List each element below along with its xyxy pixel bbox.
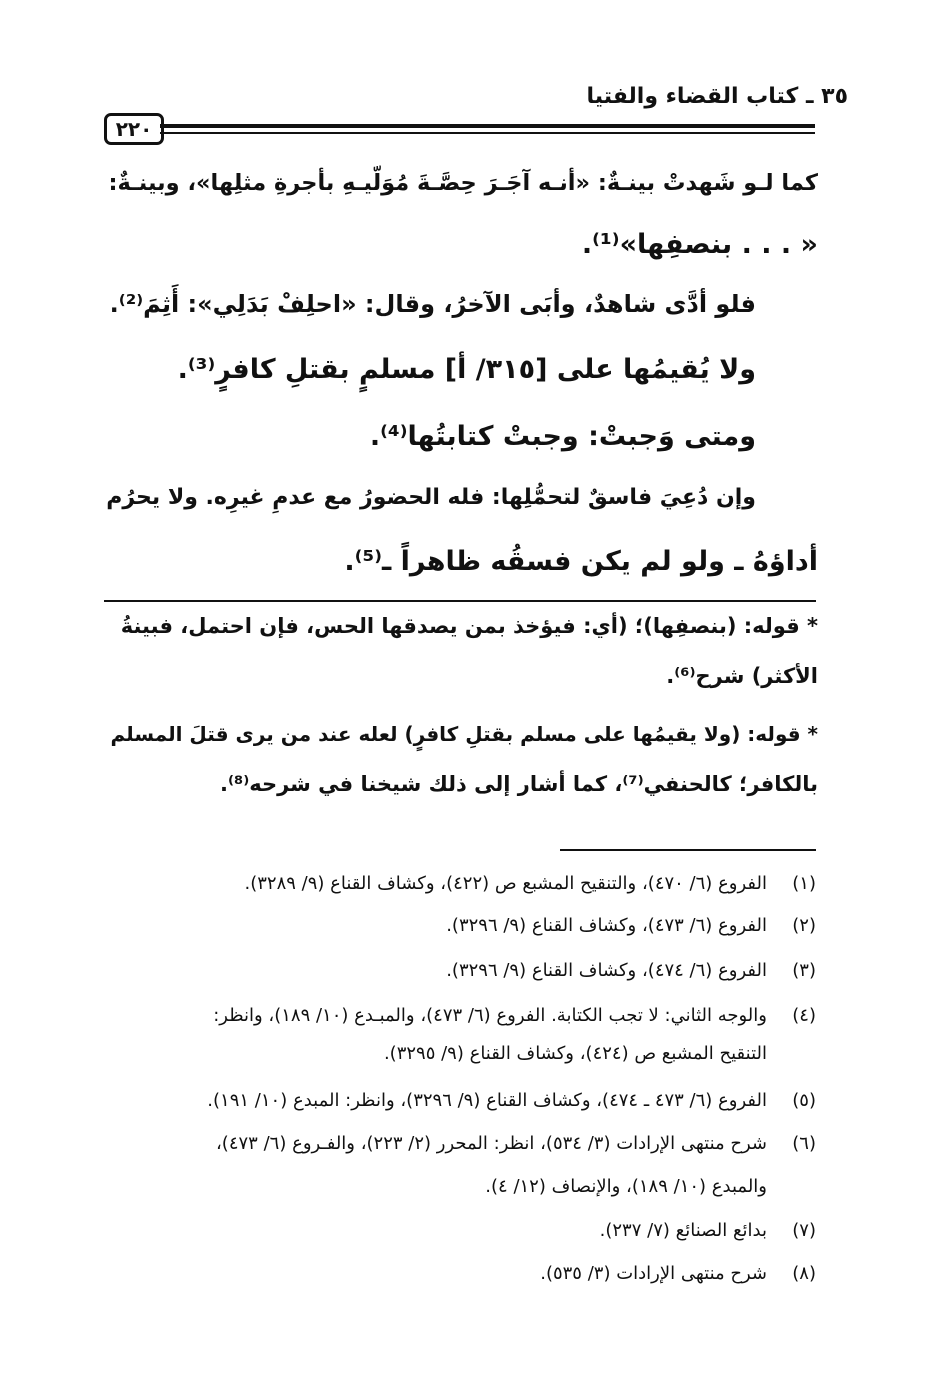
main-text-line: أداؤهُ ـ ولو لم يكن فسقُه ظاهراً ـ⁽⁵⁾. xyxy=(344,546,818,577)
footnote-number: (٧) xyxy=(792,1220,816,1241)
footnote-text: الفروع (٦/ ٤٧٣ ـ ٤٧٤)، وكشاف القناع (٩/ ٣٢٩٦)، وانظر: المبدع (١٠/ ١٩١). xyxy=(207,1090,767,1111)
footnote-text: الفروع (٦/ ٤٧٤)، وكشاف القناع (٩/ ٣٢٩٦). xyxy=(446,960,767,981)
footnote-number: (٣) xyxy=(792,960,816,981)
footnote-text: شرح منتهى الإرادات (٣/ ٥٣٤)، انظر: المحرر (٢/ ٢٢٣)، والفـروع (٦/ ٤٧٣)، xyxy=(216,1133,767,1154)
main-text-line: ولا يُقيمُها على [٣١٥/ أ] مسلمٍ بقتلِ كافرٍ⁽³⁾. xyxy=(177,354,756,385)
main-text-line: « . . . بنصفِها»⁽¹⁾. xyxy=(581,229,818,260)
footnote-number: (١) xyxy=(792,873,816,894)
main-text-line: وإن دُعِيَ فاسقٌ لتحمُّلِها: فله الحضورُ مع عدمِ غيرِه. ولا يحرُم xyxy=(106,485,756,510)
commentary-line: بالكافر؛ كالحنفي⁽⁷⁾، كما أشار إلى ذلك شيخنا في شرحه⁽⁸⁾. xyxy=(219,772,818,796)
header-rule-thick xyxy=(160,124,815,128)
footnote-text: والوجه الثاني: لا تجب الكتابة. الفروع (٦/ ٤٧٣)، والمبـدع (١٠/ ١٨٩)، وانظر: xyxy=(213,1005,767,1026)
footnote-text: الفروع (٦/ ٤٧٠)، والتنقيح المشبع ص (٤٢٢)، وكشاف القناع (٩/ ٣٢٨٩). xyxy=(244,873,767,894)
commentary-line: * قوله: (ولا يقيمُها على مسلم بقتلِ كافرٍ) لعله عند من يرى قتلَ المسلم xyxy=(110,722,818,746)
main-text-line: ومتى وَجبتْ: وجبتْ كتابتُها⁽⁴⁾. xyxy=(369,421,756,452)
main-text-line: فلو أدَّى شاهدٌ، وأبَى الآخرُ، وقال: «احلِفْ بَدَلِي»: أَثِمَ⁽²⁾. xyxy=(109,290,756,318)
footnote-text: التنقيح المشبع ص (٤٢٤)، وكشاف القناع (٩/ ٣٢٩٥). xyxy=(383,1043,767,1064)
footnote-text: شرح منتهى الإرادات (٣/ ٥٣٥). xyxy=(540,1263,767,1284)
commentary-separator xyxy=(104,600,816,602)
footnote-number: (٢) xyxy=(792,915,816,936)
footnote-number: (٤) xyxy=(792,1005,816,1026)
footnote-number: (٦) xyxy=(792,1133,816,1154)
header-rule-thin xyxy=(160,132,815,134)
commentary-line: الأكثر) شرح⁽⁶⁾. xyxy=(666,664,818,688)
main-text-line: كما لـو شَهدتْ بينـةٌ: «أنـه آجَـرَ حِصَّـةَ مُوَلّيـهِ بأجرةِ مثلِها»، وبينـةٌ: xyxy=(108,170,818,196)
footnote-number: (٨) xyxy=(792,1263,816,1284)
footnote-number: (٥) xyxy=(792,1090,816,1111)
commentary-line: * قوله: (بنصفِها)؛ (أي: فيؤخذ بمن يصدقها الحس، فإن احتمل، فبينةُ xyxy=(120,614,818,638)
page-number-box: ٢٢٠ xyxy=(104,113,164,145)
footnote-separator xyxy=(560,849,816,851)
footnote-text: والمبدع (١٠/ ١٨٩)، والإنصاف (١٢/ ٤). xyxy=(485,1176,767,1197)
running-header: ٣٥ ـ كتاب القضاء والفتيا xyxy=(586,84,848,109)
footnote-text: بدائع الصنائع (٧/ ٢٣٧). xyxy=(599,1220,767,1241)
footnote-text: الفروع (٦/ ٤٧٣)، وكشاف القناع (٩/ ٣٢٩٦). xyxy=(446,915,767,936)
